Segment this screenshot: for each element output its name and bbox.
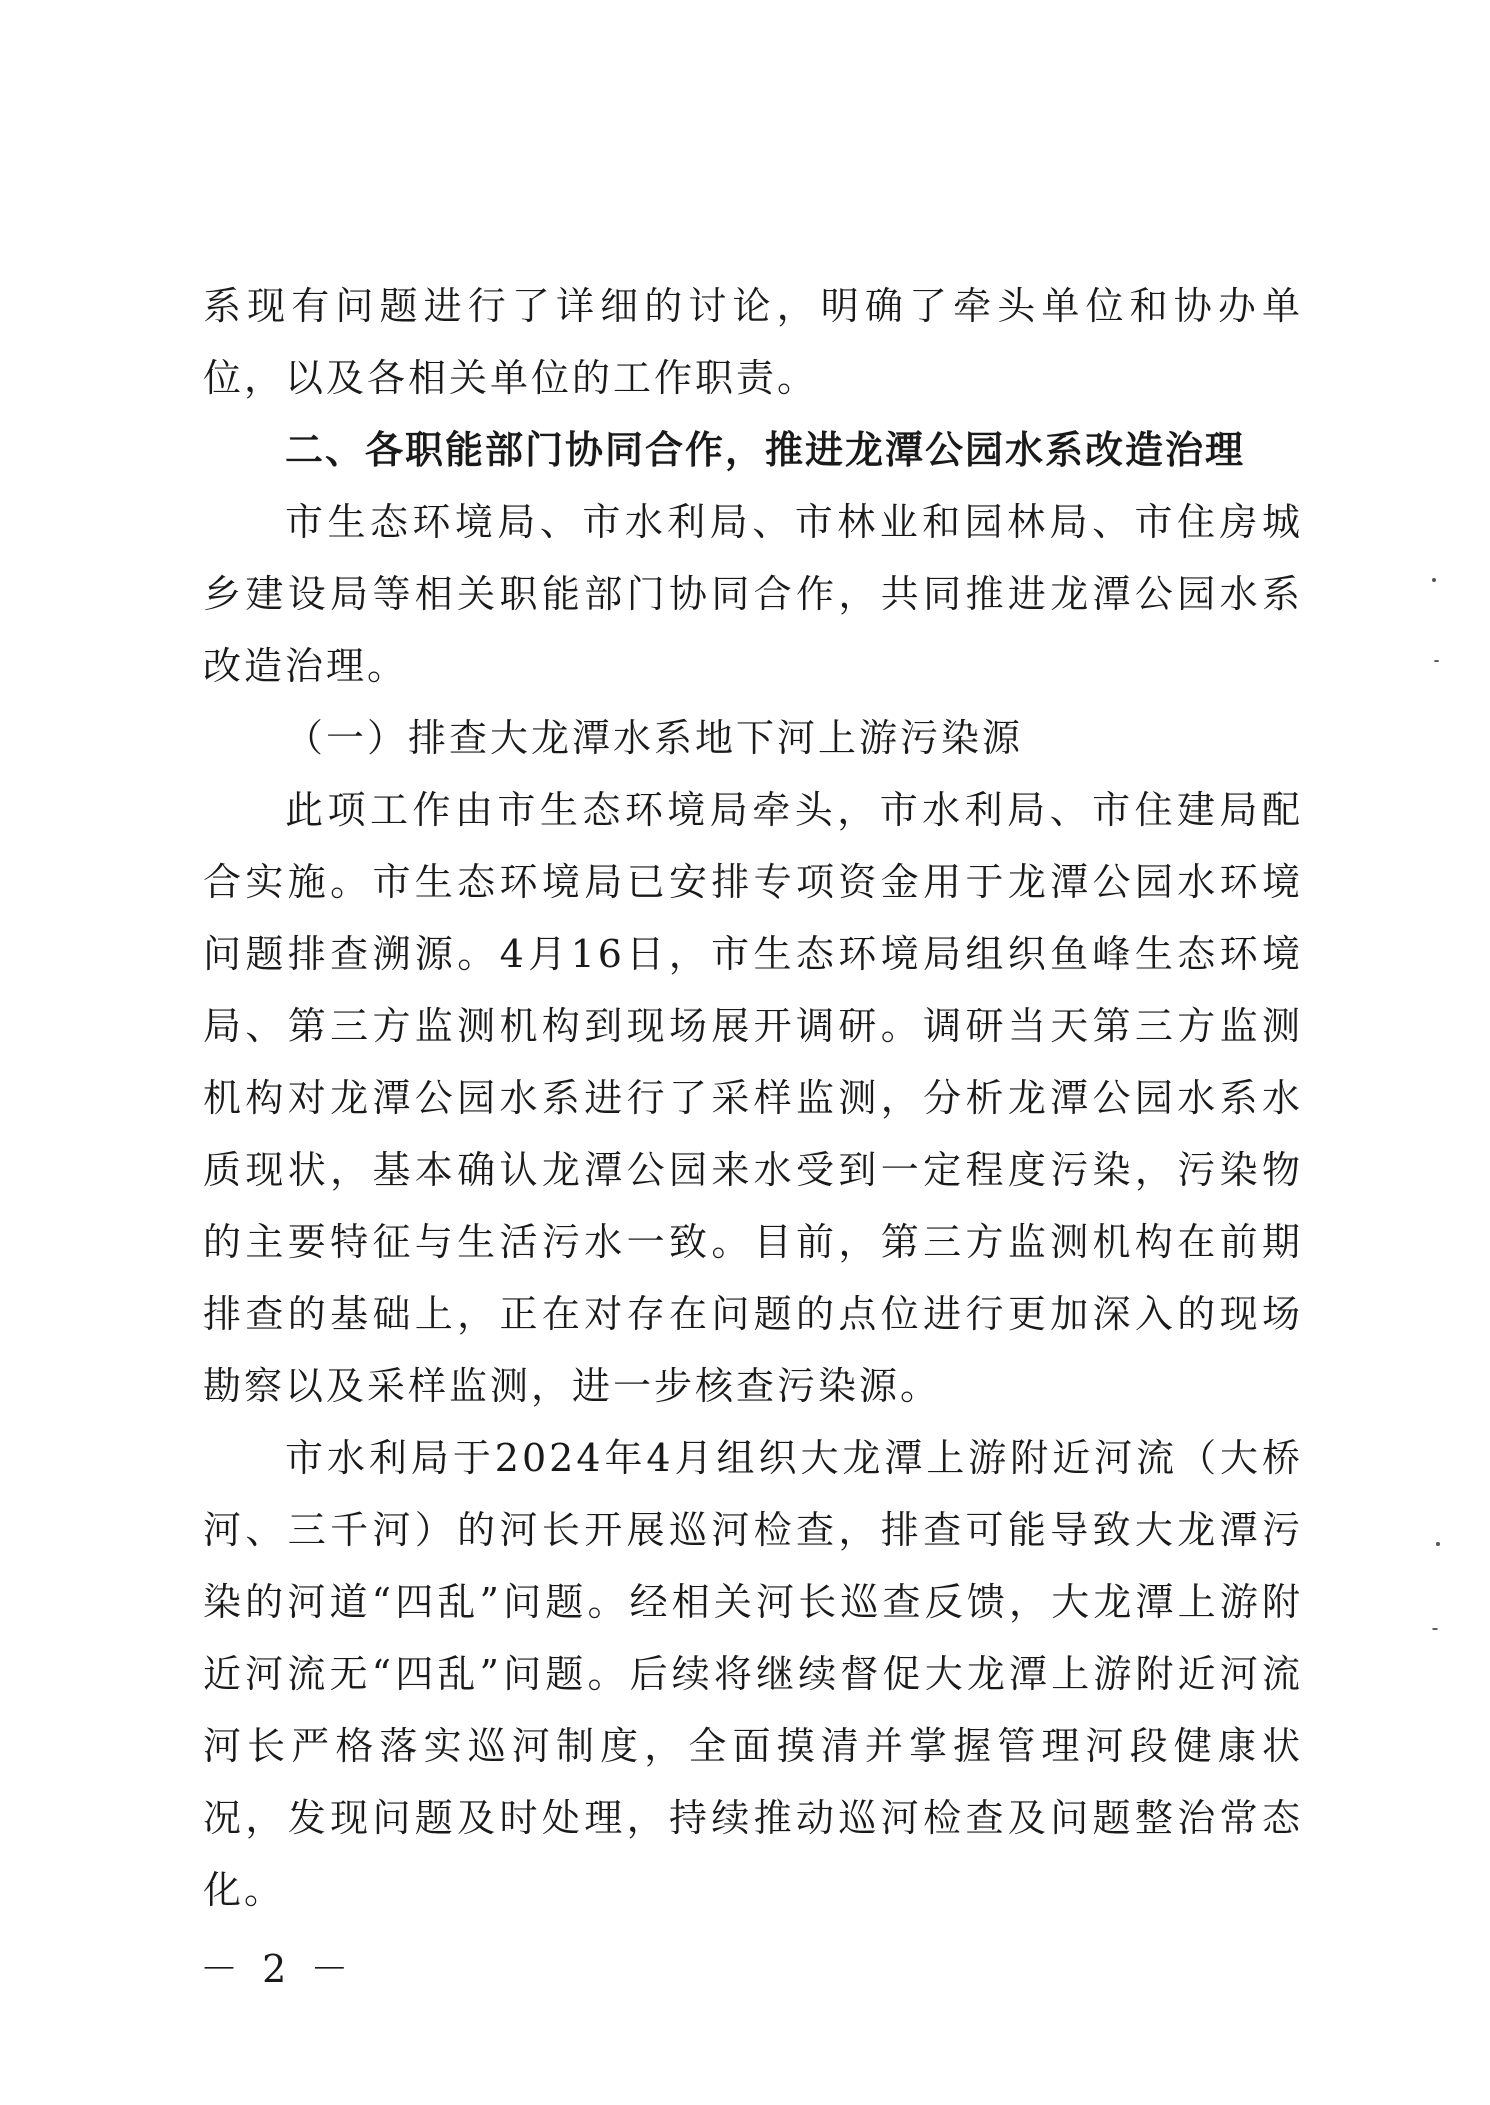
scan-speck xyxy=(1434,660,1439,662)
body-paragraph-ecology: 此项工作由市生态环境局牵头，市水利局、市住建局配合实施。市生态环境局已安排专项资金用于龙潭公园水环境问题排查溯源。4月16日，市生态环境局组织鱼峰生态环境局、第三方监测机构到现场展开调研。调研当天第三方监测机构对龙潭公园水系进行了采样监测，分析龙潭公园水系水质现状，基本确认龙潭公园来水受到一定程度污染，污染物的主要特征与生活污水一致。目前，第三方监测机构在前期排查的基础上，正在对存在问题的点位进行更加深入的现场勘察以及采样监测，进一步核查污染源。 xyxy=(203,788,1303,1408)
paragraph-continuation: 系现有问题进行了详细的讨论，明确了牵头单位和协办单位，以及各相关单位的工作职责。 xyxy=(203,284,1303,400)
scan-speck xyxy=(1432,1628,1438,1630)
scan-speck xyxy=(1432,578,1436,582)
section-intro-paragraph: 市生态环境局、市水利局、市林业和园林局、市住房城乡建设局等相关职能部门协同合作，共同推进龙潭公园水系改造治理。 xyxy=(203,500,1303,688)
subsection-heading: （一）排查大龙潭水系地下河上游污染源 xyxy=(285,716,1024,760)
section-heading: 二、各职能部门协同合作，推进龙潭公园水系改造治理 xyxy=(285,428,1246,472)
document-body xyxy=(203,270,1303,1926)
page-number: － 2 － xyxy=(200,1947,355,1991)
scan-speck xyxy=(1436,1542,1440,1546)
body-paragraph-water-resources: 市水利局于2024年4月组织大龙潭上游附近河流（大桥河、三千河）的河长开展巡河检查，排查可能导致大龙潭污染的河道“四乱”问题。经相关河长巡查反馈，大龙潭上游附近河流无“四乱”问题。后续将继续督促大龙潭上游附近河流河长严格落实巡河制度，全面摸清并掌握管理河段健康状况，发现问题及时处理，持续推动巡河检查及问题整治常态化。 xyxy=(203,1436,1303,1912)
